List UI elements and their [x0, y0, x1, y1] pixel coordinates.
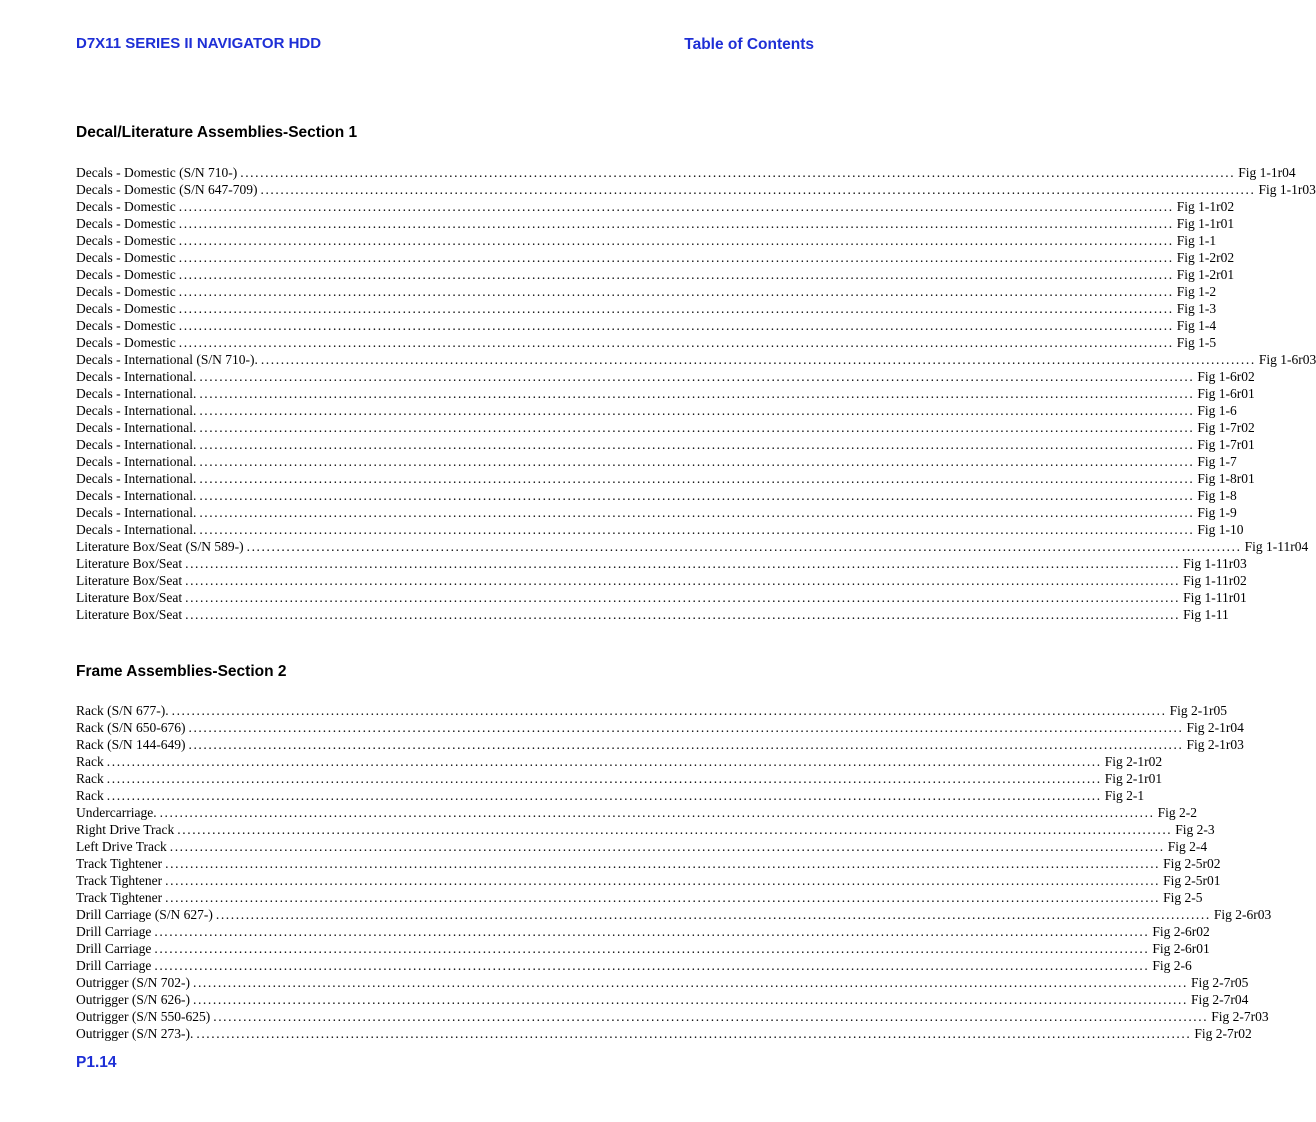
toc-entry-title: Rack (S/N 144-649) [76, 737, 186, 752]
dot-leader: ........................................................................................................................................................................................................ [199, 505, 1195, 520]
toc-entry-figure: Fig 2-4 [1167, 839, 1208, 854]
toc-entry-title: Decals - Domestic [76, 318, 176, 333]
toc-entry[interactable] [76, 589, 1247, 606]
toc-entry[interactable] [76, 300, 1217, 317]
toc-entry-title: Decals - Domestic [76, 216, 176, 231]
document-title: D7X11 SERIES II NAVIGATOR HDD [76, 35, 322, 52]
toc-entry[interactable] [76, 606, 1229, 623]
toc-entry-title: Track Tightener [76, 856, 163, 871]
toc-entry-figure: Fig 1-1r01 [1176, 216, 1235, 231]
dot-leader: ........................................................................................................................................................................................................ [178, 335, 1174, 350]
toc-entry-title: Decals - International. [76, 369, 197, 384]
toc-entry[interactable] [76, 538, 1309, 555]
toc-entry-title: Decals - Domestic [76, 301, 176, 316]
toc-entry-figure: Fig 2-3 [1175, 822, 1215, 837]
toc-entry[interactable] [76, 719, 1244, 736]
toc-entry-figure: Fig 1-4 [1176, 318, 1217, 333]
dot-leader: ........................................................................................................................................................................................................ [169, 839, 1165, 854]
toc-entry-figure: Fig 1-1r02 [1176, 199, 1235, 214]
toc-entry[interactable] [76, 555, 1247, 572]
toc-entry-title: Rack [76, 771, 104, 786]
toc-entry-title: Undercarriage. [76, 805, 157, 820]
toc-entry-title: Literature Box/Seat (S/N 589-) [76, 539, 244, 554]
toc-entry-figure: Fig 2-1 [1104, 788, 1145, 803]
toc-entry-title: Rack (S/N 650-676) [76, 720, 186, 735]
toc-entry[interactable] [76, 770, 1163, 787]
dot-leader: ........................................................................................................................................................................................................ [178, 301, 1174, 316]
dot-leader: ........................................................................................................................................................................................................ [196, 1026, 1192, 1041]
toc-entry-figure: Fig 1-10 [1197, 522, 1244, 537]
toc-entry-figure: Fig 1-1 [1176, 233, 1217, 248]
dot-leader: ........................................................................................................................................................................................................ [199, 386, 1195, 401]
toc-entry[interactable] [76, 317, 1217, 334]
toc-entry[interactable] [76, 164, 1296, 181]
toc-entry-title: Literature Box/Seat [76, 590, 183, 605]
toc-entry-title: Outrigger (S/N 626-) [76, 992, 190, 1007]
toc-entry[interactable] [76, 385, 1255, 402]
section-title-1: Decal/Literature Assemblies-Section 1 [76, 124, 358, 141]
toc-entry-figure: Fig 1-8 [1197, 488, 1237, 503]
toc-entry[interactable] [76, 487, 1237, 504]
toc-entry-title: Outrigger (S/N 702-) [76, 975, 190, 990]
toc-entry-figure: Fig 1-11r02 [1183, 573, 1247, 588]
toc-entry[interactable] [76, 787, 1145, 804]
toc-entry-figure: Fig 1-11r03 [1183, 556, 1247, 571]
toc-entry-figure: Fig 1-1r03 [1258, 182, 1316, 197]
dot-leader: ........................................................................................................................................................................................................ [199, 369, 1195, 384]
toc-entry-figure: Fig 2-7r05 [1190, 975, 1249, 990]
toc-entry-title: Decals - International. [76, 488, 197, 503]
toc-entry[interactable] [76, 402, 1237, 419]
dot-leader: ........................................................................................................................................................................................................ [165, 873, 1161, 888]
toc-entry[interactable] [76, 855, 1221, 872]
toc-entry-title: Decals - International. [76, 420, 197, 435]
toc-list-section-2 [76, 702, 1272, 1042]
toc-entry-title: Decals - Domestic [76, 199, 176, 214]
toc-entry-figure: Fig 1-5 [1176, 335, 1217, 350]
toc-entry-title: Decals - Domestic [76, 250, 176, 265]
dot-leader: ........................................................................................................................................................................................................ [177, 822, 1173, 837]
toc-entry-title: Track Tightener [76, 873, 163, 888]
dot-leader: ........................................................................................................................................................................................................ [178, 318, 1174, 333]
dot-leader: ........................................................................................................................................................................................................ [188, 720, 1184, 735]
dot-leader: ........................................................................................................................................................................................................ [199, 471, 1195, 486]
toc-entry[interactable] [76, 419, 1255, 436]
toc-entry[interactable] [76, 821, 1215, 838]
toc-entry-figure: Fig 2-1r01 [1104, 771, 1163, 786]
toc-entry-figure: Fig 2-1r02 [1104, 754, 1163, 769]
toc-entry-title: Literature Box/Seat [76, 607, 183, 622]
dot-leader: ........................................................................................................................................................................................................ [178, 233, 1174, 248]
toc-entry[interactable] [76, 521, 1244, 538]
dot-leader: ........................................................................................................................................................................................................ [165, 856, 1161, 871]
toc-entry-title: Decals - Domestic (S/N 647-709) [76, 182, 258, 197]
dot-leader: ........................................................................................................................................................................................................ [199, 403, 1195, 418]
toc-entry-figure: Fig 1-7r01 [1197, 437, 1255, 452]
toc-entry[interactable] [76, 957, 1192, 974]
toc-heading: Table of Contents [684, 36, 814, 53]
toc-entry-figure: Fig 1-2 [1176, 284, 1217, 299]
toc-entry[interactable] [76, 702, 1227, 719]
dot-leader: ........................................................................................................................................................................................................ [246, 539, 1242, 554]
toc-entry[interactable] [76, 991, 1249, 1008]
toc-entry[interactable] [76, 504, 1237, 521]
dot-leader: ........................................................................................................................................................................................................ [154, 924, 1150, 939]
toc-entry-title: Drill Carriage [76, 958, 152, 973]
toc-entry-title: Literature Box/Seat [76, 573, 183, 588]
page-number: P1.14 [76, 1054, 117, 1071]
toc-entry[interactable] [76, 1025, 1252, 1042]
toc-entry-title: Drill Carriage (S/N 627-) [76, 907, 213, 922]
toc-entry-title: Left Drive Track [76, 839, 167, 854]
toc-entry-figure: Fig 2-6r03 [1213, 907, 1272, 922]
dot-leader: ........................................................................................................................................................................................................ [154, 941, 1150, 956]
dot-leader: ........................................................................................................................................................................................................ [260, 182, 1256, 197]
toc-entry[interactable] [76, 1008, 1269, 1025]
toc-entry-figure: Fig 2-1r05 [1169, 703, 1227, 718]
dot-leader: ........................................................................................................................................................................................................ [260, 352, 1256, 367]
dot-leader: ........................................................................................................................................................................................................ [240, 165, 1236, 180]
toc-entry-figure: Fig 1-9 [1197, 505, 1237, 520]
toc-entry[interactable] [76, 266, 1235, 283]
dot-leader: ........................................................................................................................................................................................................ [185, 556, 1181, 571]
toc-entry-title: Right Drive Track [76, 822, 175, 837]
toc-entry-figure: Fig 1-6r03 [1258, 352, 1316, 367]
toc-entry-figure: Fig 1-2r02 [1176, 250, 1235, 265]
dot-leader: ........................................................................................................................................................................................................ [154, 958, 1150, 973]
dot-leader: ........................................................................................................................................................................................................ [106, 788, 1102, 803]
dot-leader: ........................................................................................................................................................................................................ [185, 607, 1181, 622]
toc-entry[interactable] [76, 470, 1255, 487]
dot-leader: ........................................................................................................................................................................................................ [199, 420, 1195, 435]
dot-leader: ........................................................................................................................................................................................................ [199, 437, 1195, 452]
toc-entry-figure: Fig 1-6r01 [1197, 386, 1255, 401]
dot-leader: ........................................................................................................................................................................................................ [185, 573, 1181, 588]
dot-leader: ........................................................................................................................................................................................................ [192, 975, 1188, 990]
toc-entry-title: Decals - International. [76, 403, 197, 418]
toc-entry[interactable] [76, 453, 1237, 470]
dot-leader: ........................................................................................................................................................................................................ [178, 267, 1174, 282]
dot-leader: ........................................................................................................................................................................................................ [185, 590, 1181, 605]
toc-entry-figure: Fig 2-5r02 [1163, 856, 1221, 871]
dot-leader: ........................................................................................................................................................................................................ [188, 737, 1184, 752]
toc-entry-figure: Fig 1-1r04 [1238, 165, 1296, 180]
toc-entry[interactable] [76, 215, 1235, 232]
toc-list-section-1 [76, 164, 1316, 623]
toc-entry[interactable] [76, 232, 1217, 249]
toc-entry-figure: Fig 2-6 [1152, 958, 1192, 973]
toc-entry-title: Decals - Domestic [76, 267, 176, 282]
toc-entry-figure: Fig 1-2r01 [1176, 267, 1235, 282]
toc-entry-title: Decals - International. [76, 522, 197, 537]
toc-entry-figure: Fig 1-8r01 [1197, 471, 1255, 486]
dot-leader: ........................................................................................................................................................................................................ [165, 890, 1161, 905]
toc-entry[interactable] [76, 906, 1272, 923]
toc-entry-title: Decals - Domestic [76, 233, 176, 248]
toc-entry-title: Decals - International. [76, 505, 197, 520]
toc-entry[interactable] [76, 804, 1197, 821]
toc-entry-title: Outrigger (S/N 273-). [76, 1026, 194, 1041]
toc-entry-figure: Fig 1-6r02 [1197, 369, 1255, 384]
toc-entry[interactable] [76, 283, 1217, 300]
dot-leader: ........................................................................................................................................................................................................ [171, 703, 1167, 718]
toc-entry-title: Track Tightener [76, 890, 163, 905]
toc-entry-title: Outrigger (S/N 550-625) [76, 1009, 211, 1024]
dot-leader: ........................................................................................................................................................................................................ [106, 771, 1102, 786]
toc-entry[interactable] [76, 974, 1249, 991]
toc-entry[interactable] [76, 351, 1316, 368]
section-title-2: Frame Assemblies-Section 2 [76, 663, 287, 680]
toc-entry[interactable] [76, 572, 1247, 589]
toc-entry[interactable] [76, 198, 1235, 215]
dot-leader: ........................................................................................................................................................................................................ [213, 1009, 1209, 1024]
toc-entry-figure: Fig 2-5 [1163, 890, 1203, 905]
toc-entry[interactable] [76, 940, 1210, 957]
toc-entry[interactable] [76, 368, 1255, 385]
toc-entry-title: Rack [76, 754, 104, 769]
toc-entry-title: Decals - International. [76, 454, 197, 469]
dot-leader: ........................................................................................................................................................................................................ [199, 522, 1195, 537]
toc-entry-title: Decals - International. [76, 437, 197, 452]
toc-entry-title: Decals - Domestic [76, 335, 176, 350]
toc-entry-title: Drill Carriage [76, 941, 152, 956]
toc-entry[interactable] [76, 334, 1217, 351]
toc-entry-figure: Fig 2-5r01 [1163, 873, 1221, 888]
toc-entry-figure: Fig 1-11 [1183, 607, 1229, 622]
toc-entry-figure: Fig 2-6r02 [1152, 924, 1210, 939]
toc-entry-title: Rack (S/N 677-). [76, 703, 169, 718]
dot-leader: ........................................................................................................................................................................................................ [178, 250, 1174, 265]
toc-entry-figure: Fig 1-6 [1197, 403, 1237, 418]
toc-entry-figure: Fig 2-1r03 [1186, 737, 1244, 752]
dot-leader: ........................................................................................................................................................................................................ [178, 284, 1174, 299]
toc-entry-title: Decals - International. [76, 471, 197, 486]
toc-entry-title: Decals - International. [76, 386, 197, 401]
toc-entry[interactable] [76, 736, 1244, 753]
dot-leader: ........................................................................................................................................................................................................ [199, 454, 1195, 469]
toc-entry[interactable] [76, 889, 1203, 906]
dot-leader: ........................................................................................................................................................................................................ [215, 907, 1211, 922]
dot-leader: ........................................................................................................................................................................................................ [178, 199, 1174, 214]
toc-entry-figure: Fig 2-7r04 [1190, 992, 1249, 1007]
toc-entry-figure: Fig 1-11r01 [1183, 590, 1247, 605]
dot-leader: ........................................................................................................................................................................................................ [192, 992, 1188, 1007]
toc-entry-title: Decals - International (S/N 710-). [76, 352, 258, 367]
toc-entry-figure: Fig 1-3 [1176, 301, 1217, 316]
toc-entry-figure: Fig 1-11r04 [1244, 539, 1309, 554]
toc-entry[interactable] [76, 872, 1221, 889]
dot-leader: ........................................................................................................................................................................................................ [199, 488, 1195, 503]
toc-entry-figure: Fig 2-1r04 [1186, 720, 1244, 735]
toc-entry-figure: Fig 2-7r03 [1211, 1009, 1269, 1024]
toc-entry-figure: Fig 2-2 [1157, 805, 1197, 820]
toc-entry-title: Decals - Domestic (S/N 710-) [76, 165, 238, 180]
toc-entry[interactable] [76, 838, 1208, 855]
dot-leader: ........................................................................................................................................................................................................ [106, 754, 1102, 769]
toc-entry-figure: Fig 1-7r02 [1197, 420, 1255, 435]
toc-entry[interactable] [76, 753, 1163, 770]
toc-entry-title: Rack [76, 788, 104, 803]
toc-entry-figure: Fig 2-6r01 [1152, 941, 1210, 956]
dot-leader: ........................................................................................................................................................................................................ [159, 805, 1155, 820]
toc-entry[interactable] [76, 249, 1235, 266]
toc-entry[interactable] [76, 436, 1255, 453]
toc-entry[interactable] [76, 923, 1210, 940]
toc-entry-figure: Fig 2-7r02 [1194, 1026, 1252, 1041]
toc-entry-title: Literature Box/Seat [76, 556, 183, 571]
toc-entry-figure: Fig 1-7 [1197, 454, 1237, 469]
toc-entry-title: Decals - Domestic [76, 284, 176, 299]
toc-entry[interactable] [76, 181, 1316, 198]
toc-entry-title: Drill Carriage [76, 924, 152, 939]
dot-leader: ........................................................................................................................................................................................................ [178, 216, 1174, 231]
